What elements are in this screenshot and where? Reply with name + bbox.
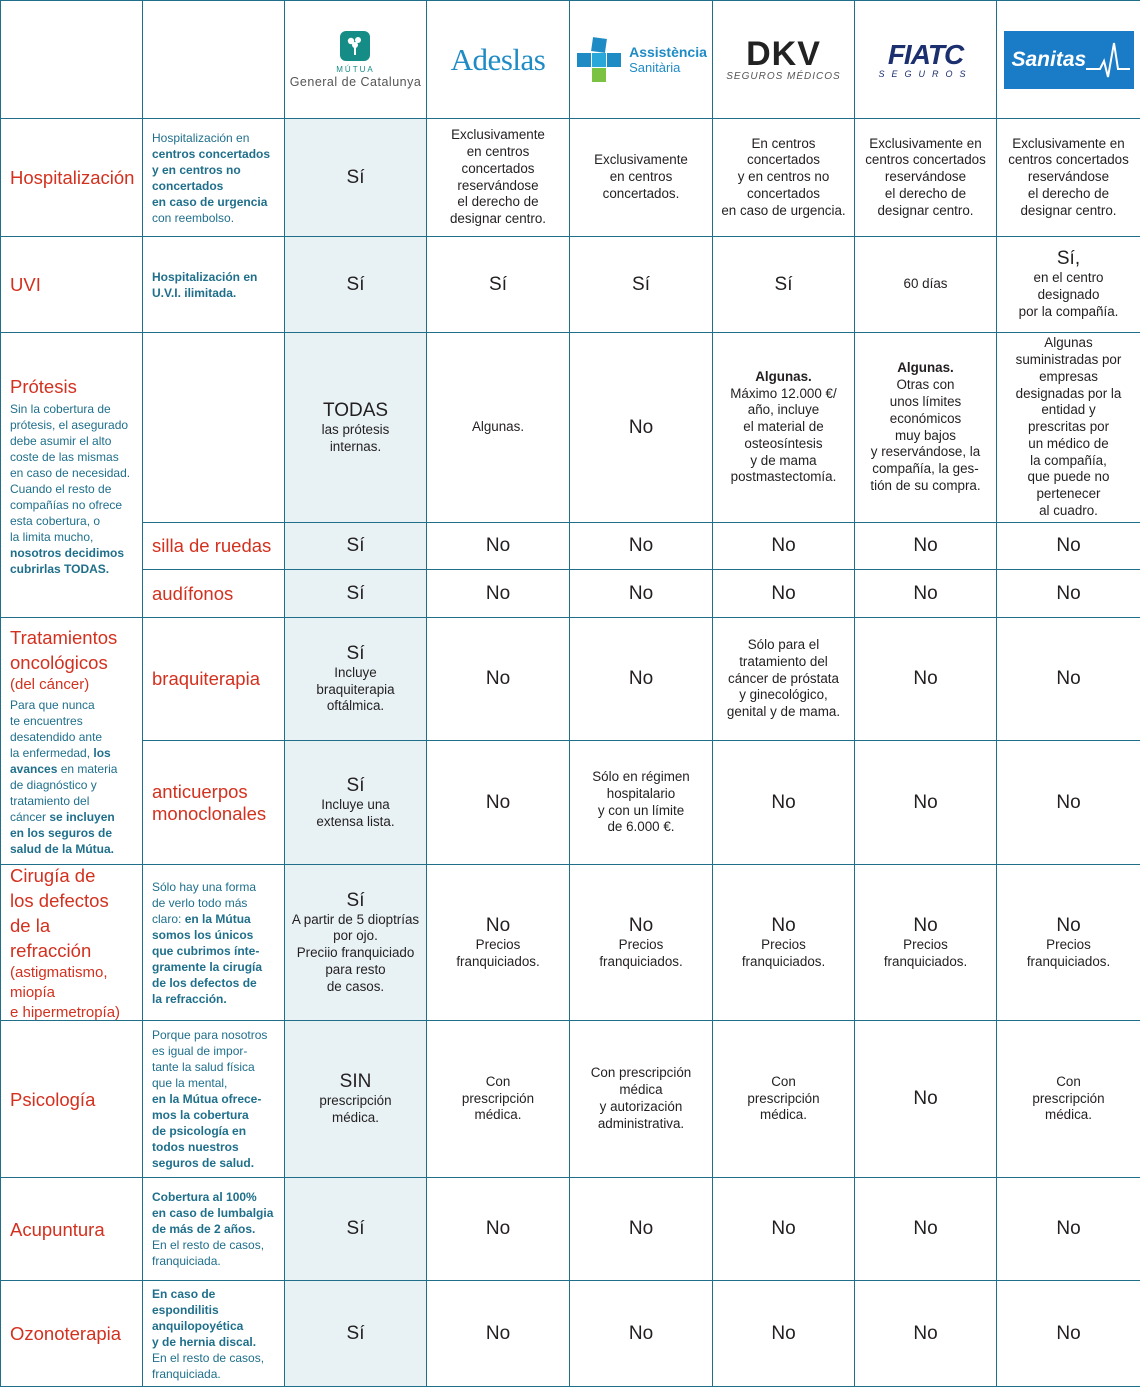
cell-braqui-fiatc: No [855, 618, 997, 741]
cell-psico-mutua [285, 1021, 427, 1178]
cell-ozono-mutua: Sí [285, 1281, 427, 1387]
anticuerpos-mutua-main: Sí [346, 774, 365, 796]
row-desc-psicologia: Porque para nosotros es igual de impor- tante la salud física que la mental, en la Mútua ofrece- mos la cobertura de psicología en todos nuestros seguros de salud. [143, 1021, 285, 1178]
tree-icon [340, 31, 370, 61]
cell-hosp-adeslas: Exclusivamente en centros concertados reservándose el derecho de designar centro. [427, 119, 570, 237]
cell-protesis-adeslas: Algunas. [427, 333, 570, 523]
uvi-sanitas-note: en el centro designado por la compañía. [1018, 270, 1119, 319]
uvi-sanitas-main: Sí, [1056, 248, 1081, 270]
cell-braqui-mutua [285, 618, 427, 741]
row-title-cirugia: Cirugía de los defectos de la refracción (astigmatismo, miopía e hipermetropía) [1, 865, 143, 1021]
cell-uvi-sanitas [997, 237, 1140, 333]
row-title-hospitalizacion: Hospitalización [1, 119, 143, 237]
header-empty-2 [143, 1, 285, 119]
cell-anticuerpos-adeslas: No [427, 741, 570, 865]
anticuerpos-mutua-note: Incluye una extensa lista. [316, 796, 395, 829]
cell-silla-asistencia: No [570, 523, 713, 570]
cell-acu-mutua: Sí [285, 1178, 427, 1281]
adeslas-logo [427, 1, 570, 119]
cell-uvi-adeslas: Sí [427, 237, 570, 333]
sub-label-anticuerpos: anticuerpos monoclonales [143, 741, 285, 865]
row-title-ozonoterapia: Ozonoterapia [1, 1281, 143, 1387]
cell-psico-sanitas: Con prescripción médica. [997, 1021, 1140, 1178]
row-title-psicologia: Psicología [1, 1021, 143, 1178]
header-empty-1 [1, 1, 143, 119]
row-desc-uvi: Hospitalización en U.V.I. ilimitada. [143, 237, 285, 333]
protesis-mutua-main: TODAS [322, 399, 389, 421]
cell-psico-fiatc: No [855, 1021, 997, 1178]
cell-braqui-dkv: Sólo para el tratamiento del cáncer de próstata y ginecológico, genital y de mama. [713, 618, 855, 741]
row-title-protesis: Prótesis Sin la cobertura de prótesis, el asegurado debe asumir el alto coste de las mismas en caso de necesidad. Cuando el resto de compañías no ofrece esta cobertura, o la limita mucho, nosotros decidimos cubrirlas TODAS. [1, 333, 143, 618]
cell-cirugia-dkv: No Precios franquiciados. [713, 865, 855, 1021]
cell-psico-asistencia: Con prescripción médica y autorización administrativa. [570, 1021, 713, 1178]
dkv-logo [713, 1, 855, 119]
sub-label-braquiterapia: braquiterapia [143, 618, 285, 741]
cell-protesis-sanitas: Algunas suministradas por empresas designadas por la entidad y prescritas por un médico de la compañía, que puede no pertenecer al cuadro. [997, 333, 1140, 523]
cell-cirugia-fiatc: No Precios franquiciados. [855, 865, 997, 1021]
cell-hosp-fiatc: Exclusivamente en centros concertados reservándose el derecho de designar centro. [855, 119, 997, 237]
cell-silla-adeslas: No [427, 523, 570, 570]
cell-cirugia-adeslas: No Precios franquiciados. [427, 865, 570, 1021]
cell-acu-dkv: No [713, 1178, 855, 1281]
cell-audifonos-adeslas: No [427, 570, 570, 618]
braqui-mutua-note: Incluye braquiterapia oftálmica. [316, 664, 395, 714]
row-desc-cirugia: Sólo hay una forma de verlo todo más claro: en la Mútua somos los únicos que cubrimos ínte- gramente la cirugía de los defectos de la refracción. [143, 865, 285, 1021]
adeslas-name: Adeslas [450, 41, 546, 77]
cell-cirugia-asistencia: No Precios franquiciados. [570, 865, 713, 1021]
cell-psico-adeslas: Con prescripción médica. [427, 1021, 570, 1178]
fiatc-sub: SEGUROS [878, 68, 973, 79]
braqui-mutua-main: Sí [346, 642, 365, 664]
sanitas-logo [997, 1, 1140, 119]
sub-label-silla: silla de ruedas [143, 523, 285, 570]
cell-acu-sanitas: No [997, 1178, 1140, 1281]
asistencia-line1: Assistència [629, 43, 707, 60]
cell-cirugia-mutua [285, 865, 427, 1021]
cell-audifonos-fiatc: No [855, 570, 997, 618]
cell-audifonos-dkv: No [713, 570, 855, 618]
cirugia-mutua-note: A partir de 5 dioptrías por ojo. Preciio franquiciado para resto de casos. [291, 911, 420, 994]
cell-psico-dkv: Con prescripción médica. [713, 1021, 855, 1178]
dkv-sub: SEGUROS MÉDICOS [726, 71, 841, 82]
cell-audifonos-sanitas: No [997, 570, 1140, 618]
cell-anticuerpos-mutua [285, 741, 427, 865]
cell-audifonos-asistencia: No [570, 570, 713, 618]
heartbeat-icon [1086, 39, 1130, 81]
cell-hosp-dkv: En centros concertados y en centros no concertados en caso de urgencia. [713, 119, 855, 237]
cell-uvi-mutua: Sí [285, 237, 427, 333]
cell-ozono-fiatc: No [855, 1281, 997, 1387]
row-desc-hospitalizacion: Hospitalización en centros concertados y en centros no concertados en caso de urgencia con reembolso. [143, 119, 285, 237]
cell-audifonos-mutua: Sí [285, 570, 427, 618]
mutua-small-label: MÚTUA [336, 64, 375, 74]
cell-uvi-dkv: Sí [713, 237, 855, 333]
psico-mutua-main: SIN [339, 1071, 372, 1093]
cell-cirugia-sanitas: No Precios franquiciados. [997, 865, 1140, 1021]
cell-acu-adeslas: No [427, 1178, 570, 1281]
mutua-logo [285, 1, 427, 119]
row-title-oncologicos: Tratamientos oncológicos (del cáncer) Para que nunca te encuentres desatendido ante la enfermedad, los avances en materia de diagnóstico y tratamiento del cáncer se incluyen en los seguros de salud de la Mútua. [1, 618, 143, 865]
cell-protesis-mutua [285, 333, 427, 523]
cell-hosp-sanitas: Exclusivamente en centros concertados reservándose el derecho de designar centro. [997, 119, 1140, 237]
cirugia-mutua-main: Sí [346, 889, 365, 911]
cell-uvi-fiatc: 60 días [855, 237, 997, 333]
cell-braqui-sanitas: No [997, 618, 1140, 741]
cell-acu-fiatc: No [855, 1178, 997, 1281]
asistencia-line2: Sanitària [629, 59, 681, 75]
mutua-name: General de Catalunya [289, 74, 422, 89]
fiatc-logo [855, 1, 997, 119]
dkv-name: DKV [746, 35, 821, 73]
cell-silla-fiatc: No [855, 523, 997, 570]
cell-hosp-asistencia: Exclusivamente en centros concertados. [570, 119, 713, 237]
cell-ozono-asistencia: No [570, 1281, 713, 1387]
asistencia-logo [570, 1, 713, 119]
sanitas-name: Sanitas [1011, 47, 1087, 71]
cross-icon [575, 36, 623, 84]
sub-label-audifonos: audífonos [143, 570, 285, 618]
cell-anticuerpos-asistencia: Sólo en régimen hospitalario y con un límite de 6.000 €. [570, 741, 713, 865]
fiatc-name: FIATC [887, 38, 964, 70]
row-desc-acupuntura: Cobertura al 100% en caso de lumbalgia de más de 2 años. En el resto de casos, franquiciada. [143, 1178, 285, 1281]
row-title-acupuntura: Acupuntura [1, 1178, 143, 1281]
cell-silla-dkv: No [713, 523, 855, 570]
cell-hosp-mutua: Sí [285, 119, 427, 237]
cell-acu-asistencia: No [570, 1178, 713, 1281]
cell-silla-mutua: Sí [285, 523, 427, 570]
protesis-mutua-note: las prótesis internas. [321, 421, 390, 454]
cell-protesis-fiatc [855, 333, 997, 523]
protesis-dkv-head: Algunas. [755, 368, 812, 384]
cell-ozono-sanitas: No [997, 1281, 1140, 1387]
cell-protesis-dkv [713, 333, 855, 523]
psico-mutua-note: prescripción médica. [319, 1093, 392, 1125]
cell-braqui-asistencia: No [570, 618, 713, 741]
cell-anticuerpos-sanitas: No [997, 741, 1140, 865]
cell-anticuerpos-dkv: No [713, 741, 855, 865]
cell-uvi-asistencia: Sí [570, 237, 713, 333]
cell-silla-sanitas: No [997, 523, 1140, 570]
protesis-desc-empty [143, 333, 285, 523]
row-title-uvi: UVI [1, 237, 143, 333]
cell-ozono-adeslas: No [427, 1281, 570, 1387]
protesis-dkv-note: Máximo 12.000 €/ año, incluye el material de osteosíntesis y de mama postmastectomía. [730, 385, 837, 485]
cell-anticuerpos-fiatc: No [855, 741, 997, 865]
protesis-fiatc-head: Algunas. [897, 360, 954, 376]
cell-ozono-dkv: No [713, 1281, 855, 1387]
protesis-fiatc-note: Otras con unos límites económicos muy bajos y reservándose, la compañía, la ges- tión de su compra. [870, 377, 981, 493]
cell-protesis-asistencia: No [570, 333, 713, 523]
row-desc-ozonoterapia: En caso de espondilitis anquilopoyética y de hernia discal. En el resto de casos, franquiciada. [143, 1281, 285, 1387]
cell-braqui-adeslas: No [427, 618, 570, 741]
